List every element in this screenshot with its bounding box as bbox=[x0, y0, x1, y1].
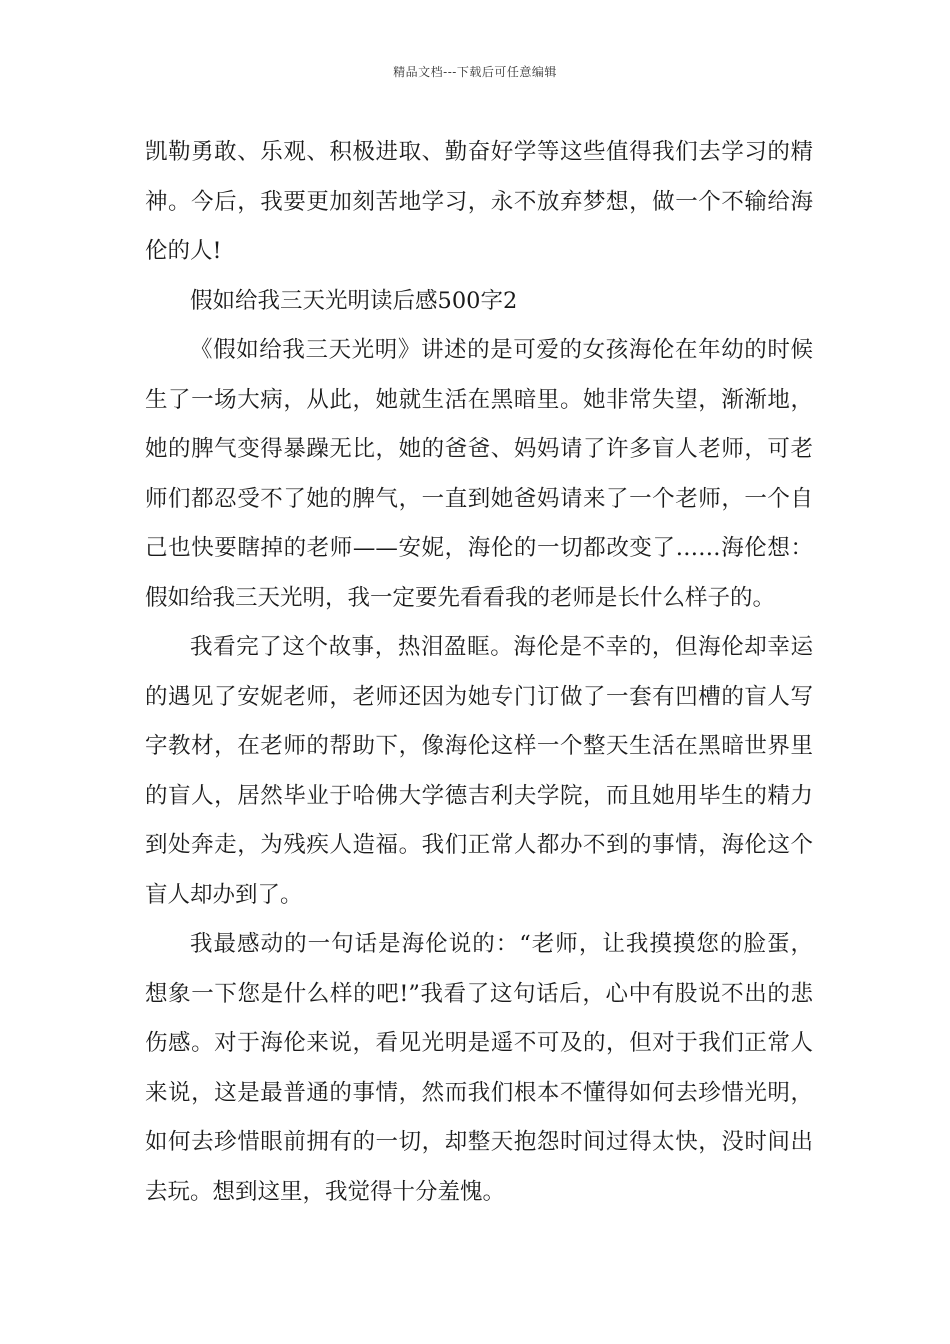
heading-line: 假如给我三天光明读后感500字2 bbox=[190, 287, 518, 314]
text-line: 的遇见了安妮老师，老师还因为她专门订做了一套有凹槽的盲人写 bbox=[145, 683, 813, 710]
text-line: 她的脾气变得暴躁无比，她的爸爸、妈妈请了许多盲人老师，可老 bbox=[145, 436, 813, 462]
text-line: 伤感。对于海伦来说，看见光明是遥不可及的，但对于我们正常人 bbox=[145, 1030, 813, 1056]
section-heading bbox=[145, 277, 813, 327]
text-line: 如何去珍惜眼前拥有的一切，却整天抱怨时间过得太快，没时间出 bbox=[145, 1129, 813, 1155]
text-line: 师们都忍受不了她的脾气，一直到她爸妈请来了一个老师，一个自 bbox=[145, 485, 813, 512]
text-line: 我看完了这个故事，热泪盈眶。海伦是不幸的，但海伦却幸运 bbox=[190, 634, 813, 660]
text-line: 《假如给我三天光明》讲述的是可爱的女孩海伦在年幼的时候 bbox=[190, 337, 813, 363]
text-line: 想象一下您是什么样的吧!”我看了这句话后，心中有股说不出的悲 bbox=[145, 980, 813, 1007]
text-line: 去玩。想到这里，我觉得十分羞愧。 bbox=[145, 1178, 506, 1205]
paragraph bbox=[145, 326, 813, 623]
text-line: 己也快要瞎掉的老师——安妮，海伦的一切都改变了……海伦想： bbox=[145, 535, 813, 561]
text-line: 假如给我三天光明，我一定要先看看我的老师是长什么样子的。 bbox=[145, 584, 776, 611]
text-line: 的盲人，居然毕业于哈佛大学德吉利夫学院，而且她用毕生的精力 bbox=[145, 782, 813, 809]
page-header: 精品文档---下载后可任意编辑 bbox=[393, 65, 557, 79]
text-line: 生了一场大病，从此，她就生活在黑暗里。她非常失望，渐渐地， bbox=[145, 386, 813, 413]
text-line: 我最感动的一句话是海伦说的：“老师，让我摸摸您的脸蛋， bbox=[190, 931, 813, 957]
paragraph bbox=[145, 128, 813, 277]
document-body bbox=[145, 128, 813, 1217]
text-line: 到处奔走，为残疾人造福。我们正常人都办不到的事情，海伦这个 bbox=[145, 832, 813, 858]
text-line: 凯勒勇敢、乐观、积极进取、勤奋好学等这些值得我们去学习的精 bbox=[145, 139, 813, 165]
text-line: 字教材，在老师的帮助下，像海伦这样一个整天生活在黑暗世界里 bbox=[145, 733, 813, 759]
text-line: 伦的人! bbox=[145, 238, 222, 264]
paragraph bbox=[145, 623, 813, 920]
text-line: 盲人却办到了。 bbox=[145, 881, 303, 908]
paragraph bbox=[145, 920, 813, 1217]
text-line: 神。今后，我要更加刻苦地学习，永不放弃梦想，做一个不输给海 bbox=[145, 188, 813, 215]
text-line: 来说，这是最普通的事情，然而我们根本不懂得如何去珍惜光明， bbox=[145, 1079, 813, 1106]
